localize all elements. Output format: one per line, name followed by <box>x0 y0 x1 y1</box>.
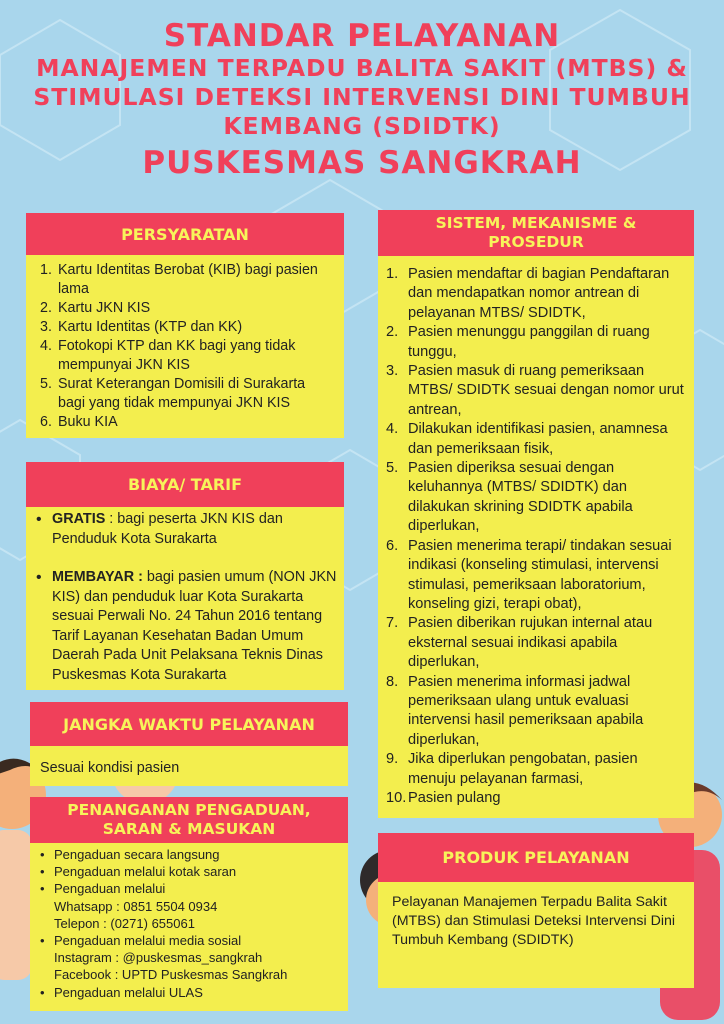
jangka-text: Sesuai kondisi pasien <box>40 760 180 776</box>
header-title: STANDAR PELAYANAN <box>163 18 561 54</box>
biaya-title-text: BIAYA/ TARIF <box>127 475 243 494</box>
sistem-item-text: Jika diperlukan pengobatan, pasien menuju pelayanan farmasi, <box>408 751 638 787</box>
persyaratan-item <box>40 318 336 337</box>
persyaratan-item-number: 4. <box>40 338 52 354</box>
persyaratan-item-text: Buku KIA <box>58 414 118 430</box>
sistem-item <box>386 673 688 751</box>
persyaratan-item-number: 2. <box>40 300 52 316</box>
pengaduan-item: Telepon : (0271) 655061 <box>54 915 195 931</box>
pengaduan-item: • Pengaduan melalui ULAS <box>36 984 344 1001</box>
sistem-item-text: Pasien diperiksa sesuai dengan keluhannya (MTBS/ SDIDTK) dan dilakukan skrining SDIDTK apabila diperlukan, <box>408 460 633 535</box>
persyaratan-item-text: Kartu JKN KIS <box>58 300 151 316</box>
biaya-gratis-label: GRATIS <box>52 511 106 527</box>
sistem-item-number: 7. <box>386 615 399 632</box>
sistem-item-number: 8. <box>386 673 399 690</box>
sistem-item-number: 1. <box>386 266 399 282</box>
pengaduan-title <box>30 797 348 843</box>
sistem-item <box>386 362 688 420</box>
produk-title <box>378 833 694 882</box>
sistem-item <box>386 614 688 672</box>
persyaratan-item-text: Surat Keterangan Domisili di Surakarta bagi yang tidak mempunyai JKN KIS <box>58 376 306 411</box>
persyaratan-item-text: Kartu Identitas (KTP dan KK) <box>58 319 243 335</box>
pengaduan-title-line1: PENANGANAN PENGADUAN, <box>67 801 311 819</box>
jangka-title-text: JANGKA WAKTU PELAYANAN <box>63 714 315 734</box>
sistem-title-line1: SISTEM, MEKANISME & <box>435 214 637 232</box>
header-subtitle-line3: KEMBANG (SDIDTK) <box>223 112 501 140</box>
sistem-list <box>386 265 688 808</box>
pengaduan-item: Instagram : @puskesmas_sangkrah <box>54 950 263 966</box>
biaya-list <box>32 510 338 685</box>
page-header <box>0 18 724 181</box>
sistem-item-number: 3. <box>386 363 399 380</box>
pengaduan-item: • Pengaduan melalui kotak saran <box>36 863 344 880</box>
sistem-item-number: 6. <box>386 537 399 554</box>
header-subtitle-line2: STIMULASI DETEKSI INTERVENSI DINI TUMBUH <box>33 83 691 111</box>
pengaduan-list <box>36 846 344 1001</box>
sistem-title-line2: PROSEDUR <box>488 233 584 251</box>
sistem-item-text: Pasien mendaftar di bagian Pendaftaran dan mendapatkan nomor antrean di pelayanan MTBS/ SDIDTK, <box>408 266 670 321</box>
persyaratan-item-number: 3. <box>40 319 52 335</box>
sistem-item <box>386 323 688 362</box>
sistem-item <box>386 789 688 808</box>
persyaratan-title <box>26 213 344 255</box>
biaya-title <box>26 462 344 507</box>
biaya-membayar-text: bagi pasien umum (NON JKN KIS) dan penduduk luar Kota Surakarta sesuai Perwali No. 24 Tahun 2016 tentang Tarif Layanan Kesehatan Badan Umum Daerah Pada Unit Pelaksana Teknis Dinas Puskesmas Kota Surakarta <box>52 569 337 683</box>
sistem-item <box>386 265 688 323</box>
sistem-item-text: Pasien pulang <box>408 789 501 806</box>
sistem-item-text: Dilakukan identifikasi pasien, anamnesa dan pemeriksaan fisik, <box>408 421 668 457</box>
biaya-item-membayar <box>32 568 338 685</box>
biaya-membayar-label: MEMBAYAR : <box>52 569 143 585</box>
sistem-item-number: 10. <box>386 789 407 806</box>
jangka-title <box>30 702 348 746</box>
sistem-item-text: Pasien masuk di ruang pemeriksaan MTBS/ SDIDTK sesuai dengan nomor urut antrean, <box>408 363 684 418</box>
biaya-gratis-text: : bagi peserta JKN KIS dan Penduduk Kota Surakarta <box>52 511 283 547</box>
sistem-item <box>386 750 688 789</box>
header-subtitle-line1: MANAJEMEN TERPADU BALITA SAKIT (MTBS) & <box>36 54 688 82</box>
sistem-item-text: Pasien menerima terapi/ tindakan sesuai indikasi (konseling stimulasi, intervensi stimulasi, pemeriksaan laboratorium, konseling gizi, terapi obat), <box>408 537 672 612</box>
sistem-item-number: 9. <box>386 751 399 768</box>
sistem-item <box>386 420 688 459</box>
sistem-item-number: 5. <box>386 460 399 477</box>
persyaratan-item <box>40 261 336 299</box>
persyaratan-item <box>40 413 336 432</box>
pengaduan-item: • Pengaduan secara langsung <box>36 846 344 863</box>
persyaratan-item <box>40 337 336 375</box>
persyaratan-item <box>40 299 336 318</box>
sistem-item-number: 4. <box>386 421 399 438</box>
pengaduan-item: • Pengaduan melalui <box>36 880 344 897</box>
sistem-item <box>386 537 688 615</box>
persyaratan-item <box>40 375 336 413</box>
persyaratan-title-text: PERSYARATAN <box>121 224 249 244</box>
persyaratan-item-number: 6. <box>40 414 52 430</box>
sistem-item-number: 2. <box>386 324 399 341</box>
sistem-item-text: Pasien menunggu panggilan di ruang tunggu, <box>408 324 650 360</box>
sistem-title <box>378 210 694 256</box>
persyaratan-list <box>40 261 336 432</box>
pengaduan-item: Whatsapp : 0851 5504 0934 <box>54 898 218 914</box>
sistem-item-text: Pasien diberikan rujukan internal atau eksternal sesuai indikasi apabila diperlukan, <box>408 615 653 671</box>
produk-text: Pelayanan Manajemen Terpadu Balita Sakit (MTBS) dan Stimulasi Deteksi Intervensi Dini Tumbuh Kembang (SDIDTK) <box>392 894 676 948</box>
produk-title-text: PRODUK PELAYANAN <box>442 848 630 867</box>
persyaratan-item-number: 5. <box>40 376 52 392</box>
persyaratan-item-text: Fotokopi KTP dan KK bagi yang tidak mempunyai JKN KIS <box>58 338 296 373</box>
pengaduan-item: • Pengaduan melalui media sosial <box>36 932 344 949</box>
persyaratan-item-text: Kartu Identitas Berobat (KIB) bagi pasien lama <box>58 262 318 297</box>
pengaduan-item: Facebook : UPTD Puskesmas Sangkrah <box>54 967 288 983</box>
sistem-item <box>386 459 688 537</box>
persyaratan-item-number: 1. <box>40 262 52 278</box>
pengaduan-title-line2: SARAN & MASUKAN <box>102 820 276 838</box>
header-puskesmas-name: PUSKESMAS SANGKRAH <box>142 145 582 181</box>
sistem-item-text: Pasien menerima informasi jadwal pemeriksaan ulang untuk evaluasi intervensi hasil pemeriksaan apabila diperlukan, <box>408 673 644 748</box>
biaya-item-gratis <box>32 510 338 549</box>
